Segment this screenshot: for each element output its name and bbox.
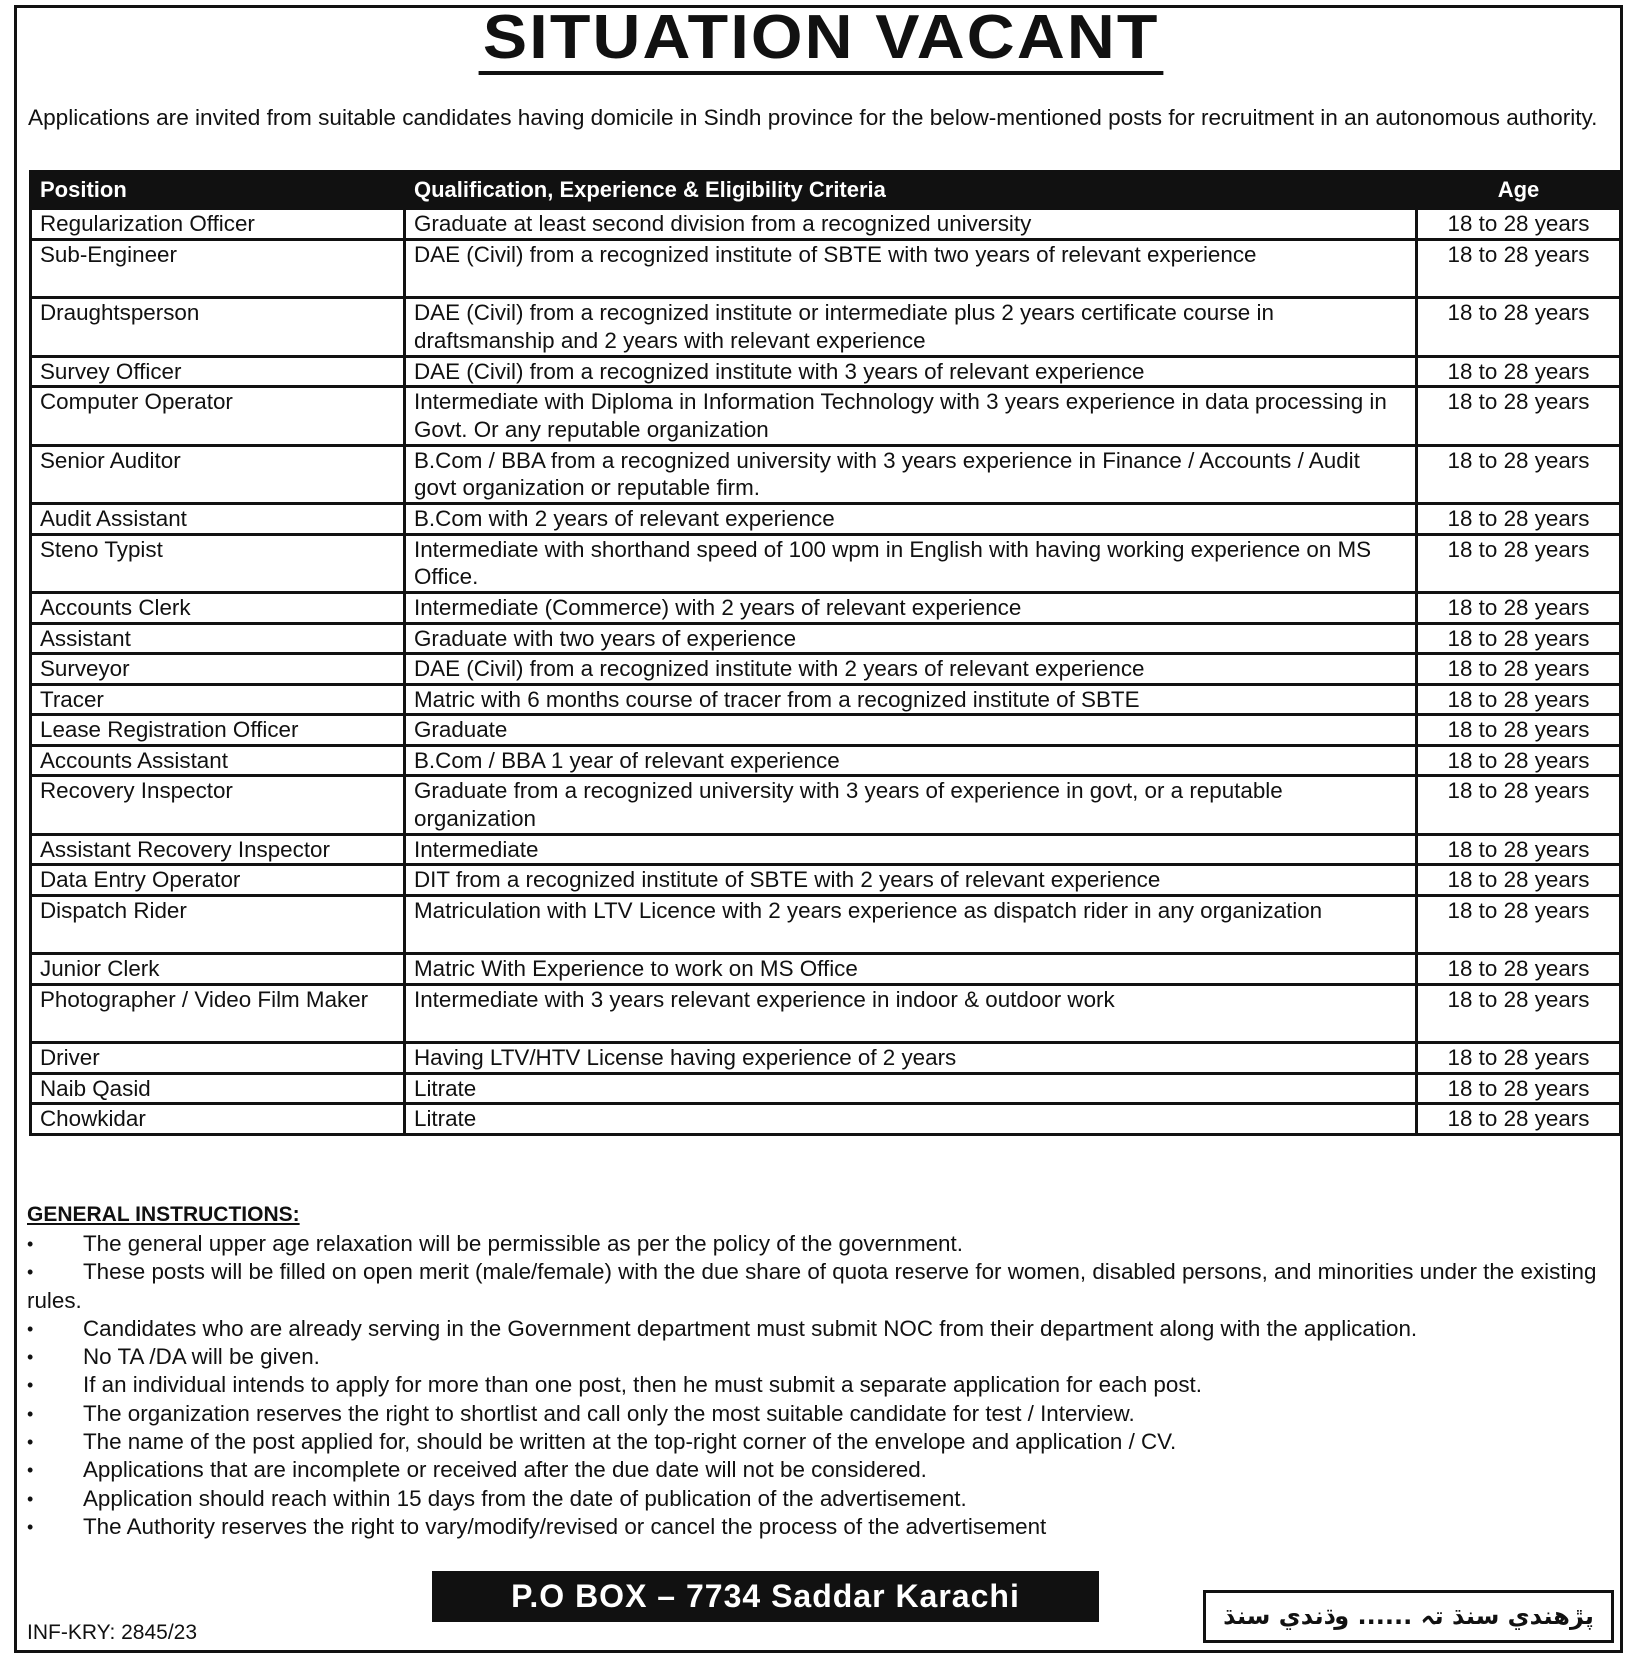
instruction-item — [27, 1258, 1627, 1315]
cell-age: 18 to 28 years — [1417, 834, 1621, 865]
reference-number: INF-KRY: 2845/23 — [27, 1621, 198, 1644]
vacancy-table — [29, 170, 1622, 1136]
general-instructions-heading: GENERAL INSTRUCTIONS: — [27, 1203, 300, 1226]
bullet-icon: • — [27, 1234, 34, 1254]
cell-age: 18 to 28 years — [1417, 895, 1621, 954]
vacancy-table-body — [31, 209, 1621, 1135]
header-age: Age — [1417, 172, 1621, 209]
table-row — [31, 654, 1621, 685]
cell-criteria: Intermediate with 3 years relevant experience in indoor & outdoor work — [405, 984, 1417, 1043]
cell-position: Accounts Clerk — [31, 593, 405, 624]
cell-criteria: Litrate — [405, 1073, 1417, 1104]
header-position: Position — [31, 172, 405, 209]
cell-position: Audit Assistant — [31, 504, 405, 535]
cell-age: 18 to 28 years — [1417, 593, 1621, 624]
cell-criteria: DAE (Civil) from a recognized institute or intermediate plus 2 years certificate course in draftsmanship and 2 years with relevant experience — [405, 298, 1417, 357]
cell-position: Sub-Engineer — [31, 239, 405, 298]
instruction-item — [27, 1456, 1627, 1484]
cell-position: Computer Operator — [31, 387, 405, 446]
cell-age: 18 to 28 years — [1417, 1043, 1621, 1074]
cell-position: Photographer / Video Film Maker — [31, 984, 405, 1043]
table-row — [31, 1043, 1621, 1074]
cell-criteria: Graduate from a recognized university with 3 years of experience in govt, or a reputable organization — [405, 776, 1417, 835]
cell-position: Naib Qasid — [31, 1073, 405, 1104]
table-row — [31, 984, 1621, 1043]
instruction-item — [27, 1230, 1627, 1258]
cell-age: 18 to 28 years — [1417, 1104, 1621, 1135]
header-criteria: Qualification, Experience & Eligibility Criteria — [405, 172, 1417, 209]
bullet-icon: • — [27, 1460, 34, 1481]
cell-criteria: B.Com / BBA 1 year of relevant experience — [405, 745, 1417, 776]
cell-position: Driver — [31, 1043, 405, 1074]
cell-criteria: Matric With Experience to work on MS Office — [405, 954, 1417, 985]
bullet-icon: • — [27, 1488, 34, 1509]
table-row — [31, 865, 1621, 896]
cell-age: 18 to 28 years — [1417, 298, 1621, 357]
table-row — [31, 623, 1621, 654]
cell-age: 18 to 28 years — [1417, 984, 1621, 1043]
instruction-text: The Authority reserves the right to vary/modify/revised or cancel the process of the advertisement — [83, 1513, 1047, 1539]
instruction-item — [27, 1371, 1627, 1399]
instruction-text: Application should reach within 15 days from the date of publication of the advertisement. — [83, 1485, 967, 1511]
instruction-item — [27, 1400, 1627, 1428]
cell-criteria: Litrate — [405, 1104, 1417, 1135]
bullet-icon: • — [27, 1262, 34, 1283]
table-row — [31, 895, 1621, 954]
intro-paragraph: Applications are invited from suitable candidates having domicile in Sindh province for the below-mentioned posts for recruitment in an autonomous authority. — [28, 105, 1598, 130]
cell-position: Dispatch Rider — [31, 895, 405, 954]
instruction-item — [27, 1343, 1627, 1371]
cell-position: Steno Typist — [31, 534, 405, 593]
instruction-text: If an individual intends to apply for more than one post, then he must submit a separate application for each post. — [83, 1372, 1202, 1398]
instruction-item — [27, 1485, 1627, 1513]
cell-position: Survey Officer — [31, 356, 405, 387]
table-row — [31, 745, 1621, 776]
cell-position: Junior Clerk — [31, 954, 405, 985]
cell-age: 18 to 28 years — [1417, 387, 1621, 446]
instruction-item — [27, 1513, 1627, 1541]
page-title: SITUATION VACANT — [478, 6, 1163, 75]
cell-criteria: B.Com / BBA from a recognized university with 3 years experience in Finance / Accounts / Audit govt organization or reputable firm. — [405, 445, 1417, 504]
cell-criteria: Matriculation with LTV Licence with 2 years experience as dispatch rider in any organization — [405, 895, 1417, 954]
cell-criteria: B.Com with 2 years of relevant experience — [405, 504, 1417, 535]
general-instructions — [27, 1202, 1627, 1541]
cell-criteria: Graduate with two years of experience — [405, 623, 1417, 654]
cell-criteria: DAE (Civil) from a recognized institute with 3 years of relevant experience — [405, 356, 1417, 387]
cell-age: 18 to 28 years — [1417, 445, 1621, 504]
table-row — [31, 954, 1621, 985]
table-header-row — [31, 172, 1621, 209]
table-row — [31, 834, 1621, 865]
cell-age: 18 to 28 years — [1417, 654, 1621, 685]
cell-age: 18 to 28 years — [1417, 1073, 1621, 1104]
cell-criteria: Intermediate (Commerce) with 2 years of relevant experience — [405, 593, 1417, 624]
cell-age: 18 to 28 years — [1417, 504, 1621, 535]
instruction-text: The general upper age relaxation will be permissible as per the policy of the government. — [83, 1231, 963, 1256]
cell-age: 18 to 28 years — [1417, 715, 1621, 746]
table-row — [31, 239, 1621, 298]
cell-criteria: DAE (Civil) from a recognized institute of SBTE with two years of relevant experience — [405, 239, 1417, 298]
instruction-item — [27, 1428, 1627, 1456]
table-row — [31, 1104, 1621, 1135]
cell-criteria: DIT from a recognized institute of SBTE with 2 years of relevant experience — [405, 865, 1417, 896]
cell-position: Recovery Inspector — [31, 776, 405, 835]
table-row — [31, 715, 1621, 746]
cell-position: Assistant Recovery Inspector — [31, 834, 405, 865]
table-row — [31, 593, 1621, 624]
cell-position: Tracer — [31, 684, 405, 715]
cell-age: 18 to 28 years — [1417, 623, 1621, 654]
bullet-icon: • — [27, 1403, 34, 1424]
table-row — [31, 776, 1621, 835]
table-row — [31, 684, 1621, 715]
table-row — [31, 356, 1621, 387]
cell-position: Regularization Officer — [31, 209, 405, 240]
po-box-banner: P.O BOX – 7734 Saddar Karachi — [432, 1571, 1099, 1622]
cell-age: 18 to 28 years — [1417, 745, 1621, 776]
instruction-text: The organization reserves the right to shortlist and call only the most suitable candidate for test / Interview. — [83, 1400, 1135, 1426]
cell-position: Surveyor — [31, 654, 405, 685]
bullet-icon: • — [27, 1516, 34, 1537]
instruction-text: No TA /DA will be given. — [83, 1344, 320, 1370]
instruction-text: Candidates who are already serving in the Government department must submit NOC from their department along with the application. — [83, 1315, 1418, 1341]
cell-position: Accounts Assistant — [31, 745, 405, 776]
cell-criteria: Graduate at least second division from a recognized university — [405, 209, 1417, 240]
instructions-list — [27, 1230, 1627, 1541]
cell-criteria: Having LTV/HTV License having experience of 2 years — [405, 1043, 1417, 1074]
bullet-icon: • — [27, 1375, 34, 1396]
cell-position: Draughtsperson — [31, 298, 405, 357]
cell-age: 18 to 28 years — [1417, 356, 1621, 387]
cell-criteria: Matric with 6 months course of tracer from a recognized institute of SBTE — [405, 684, 1417, 715]
instruction-item — [27, 1315, 1627, 1343]
cell-position: Senior Auditor — [31, 445, 405, 504]
cell-criteria: Intermediate with shorthand speed of 100 wpm in English with having working experience on MS Office. — [405, 534, 1417, 593]
instruction-text: The name of the post applied for, should be written at the top-right corner of the envelope and application / CV. — [83, 1429, 1177, 1455]
table-row — [31, 445, 1621, 504]
title-block — [0, 3, 1642, 75]
cell-position: Data Entry Operator — [31, 865, 405, 896]
cell-age: 18 to 28 years — [1417, 209, 1621, 240]
cell-age: 18 to 28 years — [1417, 954, 1621, 985]
cell-age: 18 to 28 years — [1417, 534, 1621, 593]
table-row — [31, 534, 1621, 593]
cell-age: 18 to 28 years — [1417, 776, 1621, 835]
sindhi-slogan-box — [1203, 1590, 1614, 1643]
table-row — [31, 298, 1621, 357]
cell-position: Lease Registration Officer — [31, 715, 405, 746]
table-row — [31, 504, 1621, 535]
table-row — [31, 387, 1621, 446]
sindhi-slogan: پڙهندي سنڌ تہ ...... وڌندي سنڌ — [1223, 1602, 1594, 1630]
instruction-text: These posts will be filled on open merit (male/female) with the due share of quota reserve for women, disabled persons, and minorities under the existing rules. — [27, 1259, 1597, 1313]
bullet-icon: • — [27, 1347, 34, 1368]
cell-position: Assistant — [31, 623, 405, 654]
bullet-icon: • — [27, 1318, 34, 1339]
cell-position: Chowkidar — [31, 1104, 405, 1135]
table-row — [31, 1073, 1621, 1104]
bullet-icon: • — [27, 1432, 34, 1453]
cell-age: 18 to 28 years — [1417, 684, 1621, 715]
cell-criteria: Graduate — [405, 715, 1417, 746]
cell-age: 18 to 28 years — [1417, 239, 1621, 298]
cell-criteria: Intermediate — [405, 834, 1417, 865]
cell-age: 18 to 28 years — [1417, 865, 1621, 896]
cell-criteria: DAE (Civil) from a recognized institute with 2 years of relevant experience — [405, 654, 1417, 685]
cell-criteria: Intermediate with Diploma in Information Technology with 3 years experience in data processing in Govt. Or any reputable organization — [405, 387, 1417, 446]
table-row — [31, 209, 1621, 240]
instruction-text: Applications that are incomplete or received after the due date will not be considered. — [83, 1457, 927, 1483]
